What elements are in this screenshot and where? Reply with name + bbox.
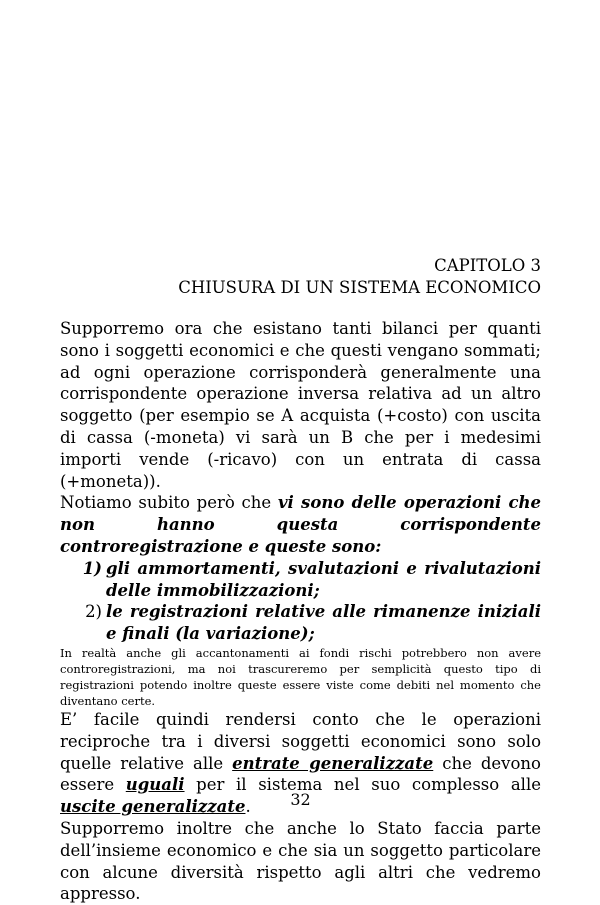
list-item-number: 1) bbox=[82, 558, 102, 578]
paragraph-3-text-a: E’ facile quindi rendersi conto che le operazioni reciproche tra i diversi soggetti economici sono solo quelle relative alle bbox=[60, 709, 541, 773]
exception-list bbox=[60, 558, 541, 645]
document-page bbox=[60, 0, 541, 904]
list-item-text: gli ammortamenti, svalutazioni e rivalutazioni delle immobilizzazioni; bbox=[106, 558, 541, 600]
paragraph-3-text-c: che devono essere bbox=[60, 753, 541, 795]
paragraph-2 bbox=[60, 492, 541, 557]
paragraph-3-text-g: . bbox=[245, 797, 251, 817]
paragraph-2-emphasis: vi sono delle operazioni che non hanno questa corrispondente controregistrazione e queste sono: bbox=[60, 493, 541, 556]
paragraph-3-text-e: per il sistema nel suo complesso alle bbox=[184, 775, 541, 795]
paragraph-2-intro: Notiamo subito però che bbox=[60, 493, 278, 513]
footnote-text: In realtà anche gli accantonamenti ai fondi rischi potrebbero non avere controregistrazioni, ma noi trascureremo per semplicità questo tipo di registrazioni potendo inoltre queste essere viste come debiti nel momento che diventano certe. bbox=[60, 645, 541, 708]
list-item bbox=[60, 601, 541, 645]
document-body bbox=[60, 318, 541, 905]
list-item bbox=[60, 558, 541, 602]
list-item-number: 2) bbox=[85, 602, 102, 622]
page-number: 32 bbox=[290, 790, 311, 809]
entrate-generalizzate-emphasis: entrate generalizzate bbox=[232, 753, 434, 773]
paragraph-1: Supporremo ora che esistano tanti bilanci per quanti sono i soggetti economici e che questi vengano sommati; ad ogni operazione corrisponderà generalmente una corrispondente operazione inversa relativa ad un altro soggetto (per esempio se A acquista (+costo) con uscita di cassa (-moneta) vi sarà un B che per i medesimi importi vende (-ricavo) con un entrata di cassa (+moneta)). bbox=[60, 319, 541, 491]
chapter-number: CAPITOLO 3 bbox=[434, 256, 541, 275]
uguali-emphasis: uguali bbox=[125, 775, 185, 795]
uscite-generalizzate-emphasis: uscite generalizzate bbox=[60, 797, 246, 817]
list-item-text: le registrazioni relative alle rimanenze iniziali e finali (la variazione); bbox=[106, 602, 541, 644]
paragraph-4: Supporremo inoltre che anche lo Stato faccia parte dell’insieme economico e che sia un soggetto particolare con alcune diversità rispetto agli altri che vedremo appresso. bbox=[60, 818, 541, 904]
chapter-title: CHIUSURA DI UN SISTEMA ECONOMICO bbox=[178, 278, 541, 297]
